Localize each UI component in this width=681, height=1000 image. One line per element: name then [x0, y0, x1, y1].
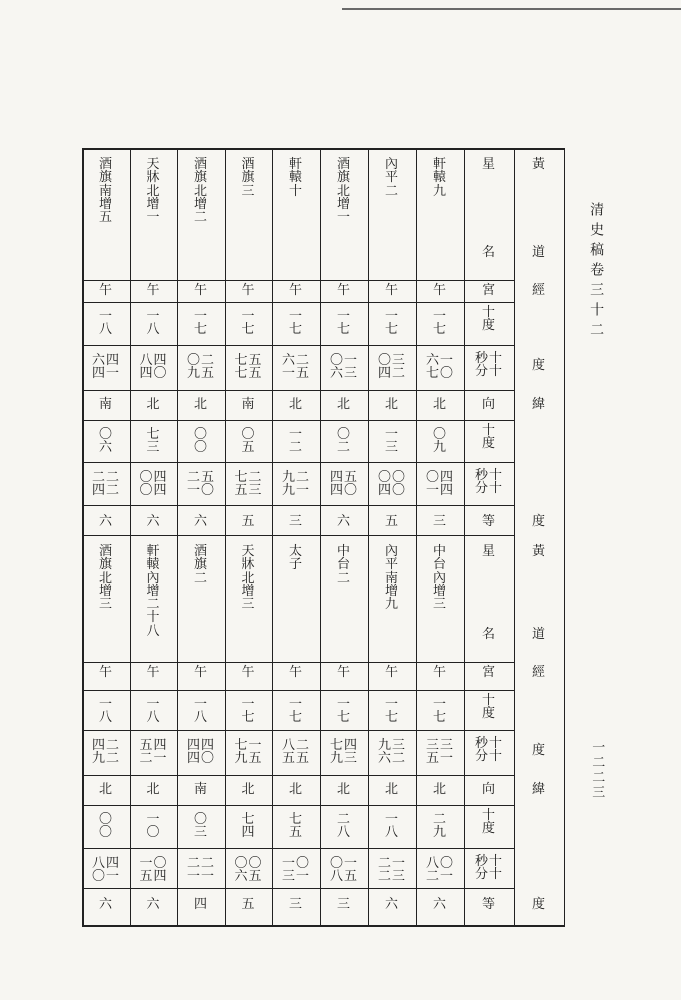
bottom-lon-minsec-cell: 四 三 七 九	[330, 738, 358, 766]
table-rule-h	[82, 420, 464, 421]
bottom-lon-minsec-cell: 四 〇 四 四	[187, 738, 215, 766]
bottom-lat-minsec-cell: 一 五 〇 八	[330, 856, 358, 884]
table-rule-v	[320, 148, 321, 925]
table-rule-h	[82, 730, 464, 731]
table-rule-h	[82, 848, 464, 849]
table-rule-h	[464, 775, 514, 776]
bottom-lat-degree-cell: 一 〇	[146, 812, 160, 841]
top-lat-direction-cell: 北	[433, 397, 447, 412]
table-rule-h	[82, 690, 464, 691]
top-magnitude-cell: 五	[241, 514, 255, 529]
bottom-legend-xiang: 向	[482, 782, 496, 797]
table-rule-h	[464, 462, 514, 463]
top-legend-cat-du: 度	[532, 358, 546, 373]
bottom-lat-direction-cell: 北	[289, 782, 303, 797]
top-lat-direction-cell: 南	[241, 397, 255, 412]
bottom-gong-cell: 午	[289, 665, 303, 680]
top-lon-minsec-cell: 三 二 〇 四	[378, 353, 406, 381]
top-lat-degree-cell: 〇 二	[337, 427, 351, 456]
top-lat-minsec-cell: 五 〇 二 一	[187, 470, 215, 498]
top-gong-cell: 午	[241, 283, 255, 298]
top-lon-minsec-cell: 一 三 〇 六	[330, 353, 358, 381]
bottom-legend-gong: 宮	[482, 665, 496, 680]
bottom-lon-degree-cell: 一 七	[337, 697, 351, 726]
top-lat-minsec-cell: 二 三 七 五	[234, 470, 262, 498]
bottom-legend-star: 星	[482, 544, 496, 559]
top-lat-direction-cell: 北	[337, 397, 351, 412]
bottom-lon-minsec-cell: 四 一 五 二	[139, 738, 167, 766]
table-rule-v	[177, 148, 178, 925]
top-lat-degree-cell: 七 三	[146, 427, 160, 456]
top-legend-ming: 名	[482, 245, 496, 260]
bottom-lat-direction-cell: 北	[241, 782, 255, 797]
top-lat-minsec-cell: 五 〇 四 四	[330, 470, 358, 498]
bottom-lon-degree-cell: 一 八	[99, 697, 113, 726]
top-lat-minsec-cell: 〇 〇 〇 四	[378, 470, 406, 498]
top-star-name: 酒 旗 南 增 五	[99, 157, 113, 225]
top-legend-cat-du2: 度	[532, 514, 546, 529]
bottom-gong-cell: 午	[241, 665, 255, 680]
top-lon-degree-cell: 一 八	[146, 309, 160, 338]
bottom-lon-minsec-cell: 三 一 三 五	[426, 738, 454, 766]
top-star-name: 軒 轅 十	[289, 157, 303, 199]
top-lon-degree-cell: 一 八	[99, 309, 113, 338]
table-rule-h	[82, 302, 464, 303]
table-rule-h	[82, 462, 464, 463]
top-magnitude-cell: 六	[337, 514, 351, 529]
top-legend-shidu2: 十 度	[482, 423, 496, 452]
header-title-text: 清史稿卷三十二	[588, 202, 605, 342]
table-rule-h	[82, 280, 464, 281]
bottom-gong-cell: 午	[99, 665, 113, 680]
top-star-name: 酒 旗 北 增 二	[194, 157, 208, 225]
bottom-lat-minsec-cell: 〇 四 一 五	[139, 856, 167, 884]
bottom-legend-cat-jing: 經	[532, 665, 546, 680]
table-rule-v	[82, 148, 84, 927]
top-lat-direction-cell: 北	[385, 397, 399, 412]
bottom-magnitude-cell: 六	[433, 897, 447, 912]
table-rule-v	[130, 148, 131, 925]
bottom-gong-cell: 午	[194, 665, 208, 680]
table-rule-v	[464, 148, 465, 925]
bottom-gong-cell: 午	[337, 665, 351, 680]
top-gong-cell: 午	[146, 283, 160, 298]
bottom-lon-degree-cell: 一 八	[146, 697, 160, 726]
top-gong-cell: 午	[289, 283, 303, 298]
table-rule-v	[564, 148, 565, 927]
top-magnitude-cell: 六	[194, 514, 208, 529]
top-lat-degree-cell: 一 二	[289, 427, 303, 456]
top-gong-cell: 午	[194, 283, 208, 298]
table-rule-v	[272, 148, 273, 925]
bottom-magnitude-cell: 五	[241, 897, 255, 912]
table-rule-h	[464, 848, 514, 849]
table-rule-h	[82, 662, 464, 663]
bottom-star-name: 軒 轅 內 增 二 十 八	[146, 544, 160, 639]
bottom-legend-shimiao: 十 十 秒 分	[475, 736, 503, 764]
top-lat-direction-cell: 南	[99, 397, 113, 412]
top-legend-cat-dao: 道	[532, 245, 546, 260]
bottom-magnitude-cell: 三	[289, 897, 303, 912]
bottom-legend-cat-wei: 緯	[532, 782, 546, 797]
top-lat-degree-cell: 〇 五	[241, 427, 255, 456]
bottom-legend-ming: 名	[482, 627, 496, 642]
top-star-name: 酒 旗 北 增 一	[337, 157, 351, 225]
top-legend-shimiao2: 十 十 秒 分	[475, 468, 503, 496]
table-rule-h	[464, 805, 514, 806]
bottom-lat-degree-cell: 七 五	[289, 812, 303, 841]
bottom-lat-minsec-cell: 〇 五 〇 六	[234, 856, 262, 884]
top-legend-cat-huang: 黃	[532, 157, 546, 172]
bottom-legend-shidu2: 十 度	[482, 808, 496, 837]
table-rule-h	[464, 888, 514, 889]
table-rule-h	[82, 345, 464, 346]
top-legend-gong: 宮	[482, 283, 496, 298]
top-lon-degree-cell: 一 七	[433, 309, 447, 338]
bottom-lat-degree-cell: 二 八	[337, 812, 351, 841]
table-rule-h	[464, 420, 514, 421]
top-lat-direction-cell: 北	[194, 397, 208, 412]
table-rule-h	[464, 345, 514, 346]
top-lon-minsec-cell: 二 五 〇 九	[187, 353, 215, 381]
bottom-lon-minsec-cell: 二 五 八 五	[282, 738, 310, 766]
top-magnitude-cell: 六	[99, 514, 113, 529]
bottom-lon-degree-cell: 一 七	[289, 697, 303, 726]
bottom-lat-degree-cell: 一 八	[385, 812, 399, 841]
bottom-lat-minsec-cell: 二 一 二 一	[187, 856, 215, 884]
table-rule-v	[514, 148, 515, 927]
bottom-magnitude-cell: 六	[99, 897, 113, 912]
top-legend-deng: 等	[482, 514, 496, 529]
page-number	[590, 740, 603, 800]
top-lat-direction-cell: 北	[289, 397, 303, 412]
top-magnitude-cell: 三	[433, 514, 447, 529]
table-rule-h	[464, 280, 514, 281]
top-legend-shidu: 十 度	[482, 305, 496, 334]
bottom-lat-degree-cell: 〇 〇	[99, 812, 113, 841]
top-magnitude-cell: 六	[146, 514, 160, 529]
table-rule-h	[464, 690, 514, 691]
top-gong-cell: 午	[433, 283, 447, 298]
bottom-lon-degree-cell: 一 七	[241, 697, 255, 726]
top-lon-degree-cell: 一 七	[194, 309, 208, 338]
table-rule-h	[82, 805, 464, 806]
bottom-lat-minsec-cell: 四 一 八 〇	[92, 856, 120, 884]
bottom-gong-cell: 午	[146, 665, 160, 680]
bottom-gong-cell: 午	[385, 665, 399, 680]
page-number-text: 一二二三	[589, 740, 605, 800]
top-border-line	[342, 8, 681, 10]
table-rule-h	[464, 662, 514, 663]
table-rule-h	[464, 302, 514, 303]
top-lat-degree-cell: 〇 〇	[194, 427, 208, 456]
top-star-name: 內 平 二	[385, 157, 399, 199]
running-header-title	[588, 202, 603, 342]
bottom-lat-degree-cell: 二 九	[433, 812, 447, 841]
table-rule-v	[368, 148, 369, 925]
bottom-lon-minsec-cell: 二 二 四 九	[92, 738, 120, 766]
table-rule-v	[225, 148, 226, 925]
top-magnitude-cell: 三	[289, 514, 303, 529]
table-rule-h	[82, 925, 564, 927]
top-legend-cat-jing: 經	[532, 283, 546, 298]
top-star-name: 軒 轅 九	[433, 157, 447, 199]
bottom-lon-degree-cell: 一 八	[194, 697, 208, 726]
top-lat-minsec-cell: 二 二 二 四	[92, 470, 120, 498]
top-lat-direction-cell: 北	[146, 397, 160, 412]
top-lat-degree-cell: 一 三	[385, 427, 399, 456]
bottom-magnitude-cell: 六	[385, 897, 399, 912]
top-lon-minsec-cell: 四 一 六 四	[92, 353, 120, 381]
table-rule-h	[82, 505, 464, 506]
top-lon-minsec-cell: 一 〇 六 七	[426, 353, 454, 381]
bottom-magnitude-cell: 四	[194, 897, 208, 912]
top-legend-star: 星	[482, 157, 496, 172]
top-lon-degree-cell: 一 七	[241, 309, 255, 338]
top-magnitude-cell: 五	[385, 514, 399, 529]
bottom-legend-shidu: 十 度	[482, 693, 496, 722]
table-rule-h	[82, 390, 464, 391]
top-lat-minsec-cell: 四 四 〇 一	[426, 470, 454, 498]
top-gong-cell: 午	[99, 283, 113, 298]
bottom-lat-direction-cell: 北	[385, 782, 399, 797]
top-lon-degree-cell: 一 七	[385, 309, 399, 338]
bottom-lat-direction-cell: 北	[146, 782, 160, 797]
top-legend-cat-wei: 緯	[532, 397, 546, 412]
bottom-star-name: 中 台 內 增 三	[433, 544, 447, 612]
bottom-star-name: 酒 旗 北 增 三	[99, 544, 113, 612]
bottom-legend-deng: 等	[482, 897, 496, 912]
table-rule-h	[82, 535, 514, 536]
table-rule-v	[416, 148, 417, 925]
table-rule-h	[82, 148, 564, 150]
bottom-star-name: 天 牀 北 增 三	[241, 544, 255, 612]
top-lat-minsec-cell: 二 一 九 九	[282, 470, 310, 498]
top-lat-minsec-cell: 四 四 〇 〇	[139, 470, 167, 498]
bottom-lat-minsec-cell: 〇 一 八 二	[426, 856, 454, 884]
top-gong-cell: 午	[337, 283, 351, 298]
top-legend-xiang: 向	[482, 397, 496, 412]
bottom-legend-cat-du: 度	[532, 743, 546, 758]
bottom-legend-cat-huang: 黃	[532, 544, 546, 559]
table-rule-h	[82, 888, 464, 889]
bottom-legend-shimiao2: 十 十 秒 分	[475, 854, 503, 882]
bottom-lon-degree-cell: 一 七	[433, 697, 447, 726]
table-rule-h	[464, 390, 514, 391]
table-rule-h	[82, 775, 464, 776]
bottom-magnitude-cell: 六	[146, 897, 160, 912]
top-lon-minsec-cell: 四 〇 八 四	[139, 353, 167, 381]
bottom-lat-minsec-cell: 一 三 二 二	[378, 856, 406, 884]
top-lon-minsec-cell: 五 五 七 七	[234, 353, 262, 381]
top-gong-cell: 午	[385, 283, 399, 298]
bottom-lon-degree-cell: 一 七	[385, 697, 399, 726]
bottom-star-name: 內 平 南 增 九	[385, 544, 399, 612]
table-rule-h	[464, 505, 514, 506]
bottom-lat-direction-cell: 北	[99, 782, 113, 797]
bottom-lat-direction-cell: 北	[337, 782, 351, 797]
top-lat-degree-cell: 〇 六	[99, 427, 113, 456]
bottom-star-name: 中 台 二	[337, 544, 351, 586]
bottom-legend-cat-du2: 度	[532, 897, 546, 912]
top-star-name: 酒 旗 三	[241, 157, 255, 199]
bottom-lat-minsec-cell: 〇 一 一 三	[282, 856, 310, 884]
bottom-legend-cat-dao: 道	[532, 627, 546, 642]
bottom-lat-degree-cell: 七 四	[241, 812, 255, 841]
top-lon-degree-cell: 一 七	[337, 309, 351, 338]
bottom-lon-minsec-cell: 一 五 七 九	[234, 738, 262, 766]
bottom-magnitude-cell: 三	[337, 897, 351, 912]
bottom-star-name: 酒 旗 二	[194, 544, 208, 586]
bottom-gong-cell: 午	[433, 665, 447, 680]
top-lon-degree-cell: 一 七	[289, 309, 303, 338]
top-lat-degree-cell: 〇 九	[433, 427, 447, 456]
top-star-name: 天 牀 北 增 一	[146, 157, 160, 225]
bottom-star-name: 太 子	[289, 544, 303, 573]
bottom-lat-direction-cell: 北	[433, 782, 447, 797]
bottom-lat-direction-cell: 南	[194, 782, 208, 797]
top-lon-minsec-cell: 二 五 六 一	[282, 353, 310, 381]
table-rule-h	[464, 730, 514, 731]
bottom-lat-degree-cell: 〇 三	[194, 812, 208, 841]
top-legend-shimiao: 十 十 秒 分	[475, 351, 503, 379]
bottom-lon-minsec-cell: 三 二 九 六	[378, 738, 406, 766]
